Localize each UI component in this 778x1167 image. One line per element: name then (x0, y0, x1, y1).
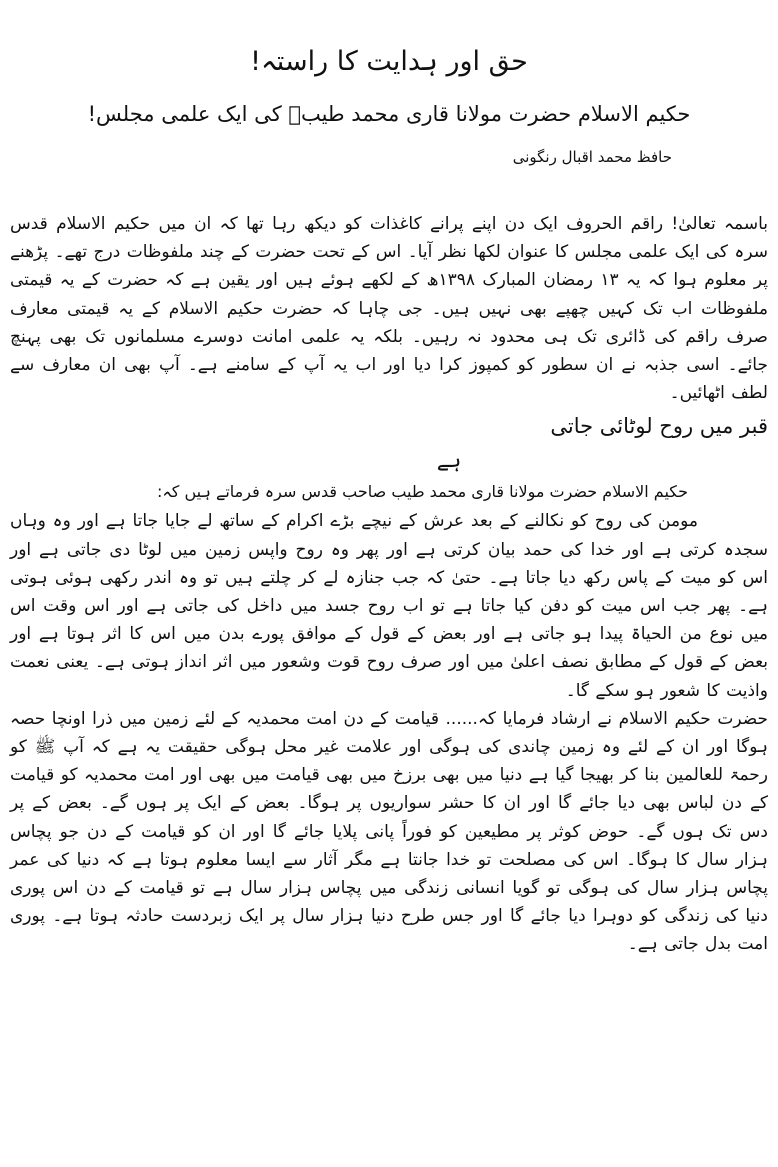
article-title: حق اور ہدایت کا راستہ! (250, 46, 528, 77)
section-intro-line: حکیم الاسلام حضرت مولانا قاری محمد طیب صاحب قدس سرہ فرماتے ہیں کہ: (157, 482, 688, 502)
article-subtitle: حکیم الاسلام حضرت مولانا قاری محمد طیبؒ کی ایک علمی مجلس! (87, 102, 691, 126)
article-author: حافظ محمد اقبال رنگونی (512, 148, 672, 166)
document-page (10, 40, 768, 959)
section-paragraph-1: مومن کی روح کو نکالنے کے بعد عرش کے نیچے بڑے اکرام کے ساتھ لے جایا جاتا ہے اور وہ وہاں سجدہ کرتی ہے اور خدا کی حمد بیان کرتی ہے اور پھر وہ روح واپس زمین میں لوٹا دی جاتی ہے اور اس کو میت کے پاس رکھ دیا جاتا ہے۔ حتیٰ کہ جب جنازہ لے کر چلتے ہیں تو وہ اندر رکھی ہوئی ہوتی ہے۔ پھر جب اس میت کو دفن کیا جاتا ہے تو اب روح جسد میں داخل کی جاتی ہے اور اس وقت اس میں نوع من الحیاۃ پیدا ہو جاتی ہے اور بعض کے قول کے موافق پورے بدن میں اس کا اثر ہوتا ہے اور بعض کے قول کے مطابق نصف اعلیٰ میں اور صرف روح قوت وشعور میں اثر انداز ہوتی ہے۔ یعنی نعمت واذیت کا شعور ہو سکے گا۔ (10, 511, 768, 701)
intro-paragraph: باسمہ تعالیٰ! راقم الحروف ایک دن اپنے پرانے کاغذات کو دیکھ رہا تھا کہ ان میں حکیم الاسلام قدس سرہ کی ایک علمی مجلس کا عنوان لکھا نظر آیا۔ اس کے تحت حضرت کے چند ملفوظات درج تھے۔ پڑھنے پر معلوم ہوا کہ یہ ۱۳ رمضان المبارک ۱۳۹۸ھ کے لکھے ہوئے ہیں اور یقین ہے کہ حضرت کے یہ قیمتی ملفوظات اب تک کہیں چھپے بھی نہیں ہیں۔ جی چاہا کہ حضرت حکیم الاسلام کے یہ قیمتی معارف صرف راقم کی ڈائری تک ہی محدود نہ رہیں۔ بلکہ یہ علمی امانت دوسرے مسلمانوں تک بھی پہنچ جائے۔ اسی جذبہ نے ان سطور کو کمپوز کرا دیا اور اب یہ آپ کے سامنے ہے۔ آپ بھی ان معارف سے لطف اٹھائیں۔ (10, 214, 768, 404)
section-heading-continued: ہے (436, 448, 462, 473)
article-body (10, 210, 768, 959)
section-paragraph-2: حضرت حکیم الاسلام نے ارشاد فرمایا کہ...... قیامت کے دن امت محمدیہ کے لئے زمین میں ذرا اونچا حصہ ہوگا اور ان کے لئے وہ زمین چاندی کی ہوگی اور علامت غیر محل ہوگی حقیقت یہ ہے کہ آپ ﷺ کو رحمۃ للعالمین بنا کر بھیجا گیا ہے دنیا میں بھی برزخ میں بھی قیامت میں بھی اور امت محمدیہ کو قیامت کے دن لباس بھی دیا جائے گا اور ان کا حشر سواریوں پر ہوگا۔ بعض کے ایک پر ہوں گے۔ بعض کے پر دس تک ہوں گے۔ حوض کوثر پر مطیعین کو فوراً پانی پلایا جائے گا اور ان کو قیامت کے دن جو پچاس ہزار سال کا ہوگا۔ اس کی مصلحت تو خدا جانتا ہے مگر آثار سے ایسا معلوم ہوتا ہے کہ دنیا کی عمر پچاس ہزار سال کی ہوگی تو گویا انسانی زندگی میں پچاس ہزار سال ہے تو قیامت کے دن اس پوری دنیا کی زندگی کو دوہرا دیا جائے گا اور جس طرح دنیا ہزار سال پر ایک زبردست حادثہ ہوتا ہے۔ پوری امت بدل جاتی ہے۔ (10, 708, 768, 955)
section-heading: قبر میں روح لوٹائی جاتی (550, 414, 768, 439)
